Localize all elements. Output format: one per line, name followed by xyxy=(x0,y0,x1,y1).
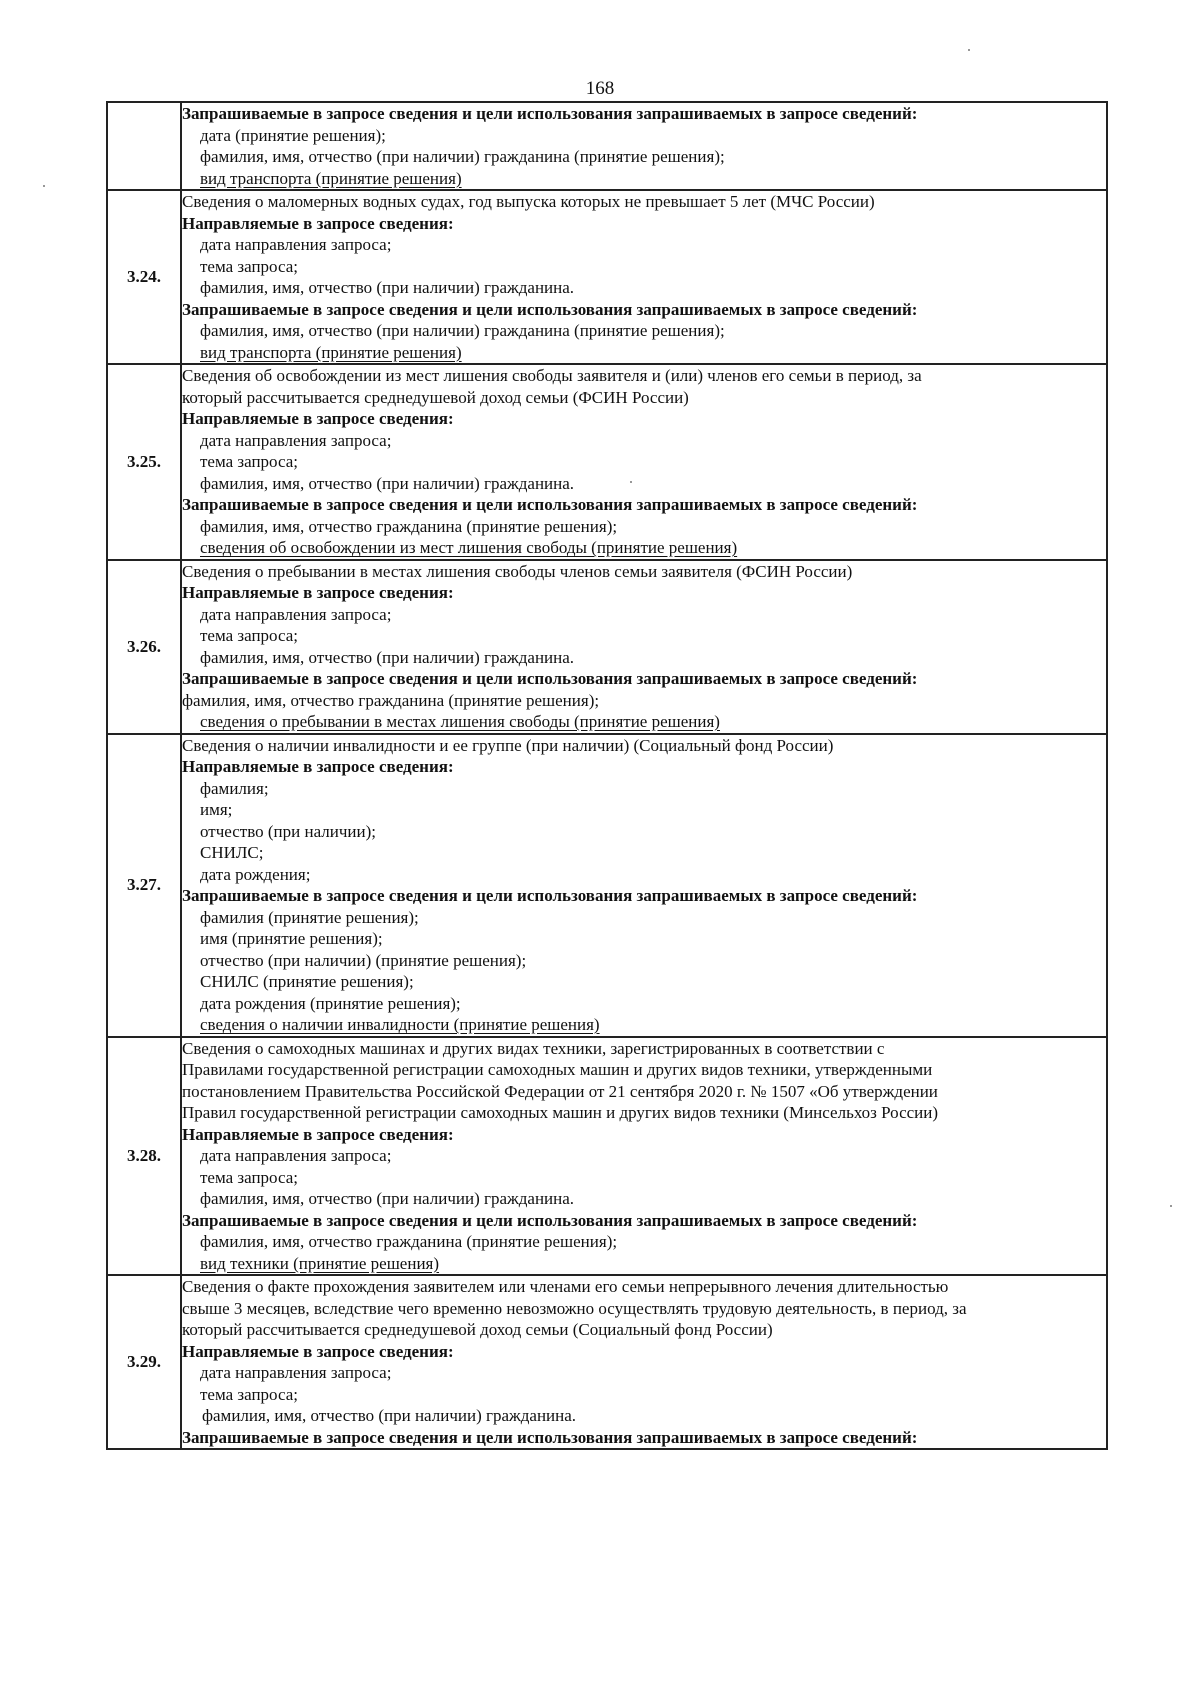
content-line: фамилия, имя, отчество (при наличии) гражданина (принятие решения); xyxy=(200,321,725,340)
scan-speck xyxy=(43,185,45,187)
content-line: вид транспорта (принятие решения) xyxy=(200,168,462,188)
item-content xyxy=(181,734,1107,1037)
section-heading: Запрашиваемые в запросе сведения и цели использования запрашиваемых в запросе сведений: xyxy=(182,669,918,688)
content-line: Сведения о маломерных водных судах, год выпуска которых не превышает 5 лет (МЧС России) xyxy=(182,192,875,211)
table-row xyxy=(107,364,1107,560)
content-line: сведения об освобождении из мест лишения свободы (принятие решения) xyxy=(200,538,738,557)
content-line: фамилия, имя, отчество гражданина (принятие решения); xyxy=(182,690,600,710)
content-line: фамилия, имя, отчество (при наличии) гражданина. xyxy=(200,473,575,493)
section-heading: Запрашиваемые в запросе сведения и цели использования запрашиваемых в запросе сведений: xyxy=(182,495,918,514)
content-line: сведения о наличии инвалидности (принятие решения) xyxy=(200,1015,600,1034)
section-heading: Направляемые в запросе сведения: xyxy=(182,1341,454,1361)
content-line: свыше 3 месяцев, вследствие чего временно невозможно осуществлять трудовую деятельность, в период, за xyxy=(182,1298,967,1318)
content-line: дата направления запроса; xyxy=(200,604,392,624)
item-content xyxy=(181,560,1107,734)
content-line: вид транспорта (принятие решения) xyxy=(200,342,462,362)
content-line: фамилия, имя, отчество (при наличии) гражданина. xyxy=(202,1406,577,1425)
content-line: Правил государственной регистрации самоходных машин и других видов техники (Минсельхоз России) xyxy=(182,1103,939,1122)
section-heading: Направляемые в запросе сведения: xyxy=(182,1124,454,1144)
content-line: Сведения об освобождении из мест лишения свободы заявителя и (или) членов его семьи в период, за xyxy=(182,366,922,385)
content-line: Правилами государственной регистрации самоходных машин и других видов техники, утвержденными xyxy=(182,1060,933,1079)
content-line: фамилия (принятие решения); xyxy=(200,907,419,927)
section-heading: Запрашиваемые в запросе сведения и цели использования запрашиваемых в запросе сведений: xyxy=(182,1427,918,1447)
content-line: вид техники (принятие решения) xyxy=(200,1253,440,1273)
item-content xyxy=(181,1037,1107,1276)
content-line: дата направления запроса; xyxy=(200,1146,392,1165)
section-heading: Направляемые в запросе сведения: xyxy=(182,409,454,428)
content-line: фамилия, имя, отчество (при наличии) гражданина. xyxy=(200,647,575,667)
section-heading: Направляемые в запросе сведения: xyxy=(182,213,454,233)
section-heading: Направляемые в запросе сведения: xyxy=(182,757,454,776)
section-heading: Запрашиваемые в запросе сведения и цели использования запрашиваемых в запросе сведений: xyxy=(182,1210,918,1230)
content-line: СНИЛС (принятие решения); xyxy=(200,972,414,991)
content-line: сведения о пребывании в местах лишения свободы (принятие решения) xyxy=(200,712,720,731)
content-line: СНИЛС; xyxy=(200,843,264,862)
content-line: Сведения о пребывании в местах лишения свободы членов семьи заявителя (ФСИН России) xyxy=(182,561,853,581)
content-line: тема запроса; xyxy=(200,626,298,645)
section-heading: Запрашиваемые в запросе сведения и цели использования запрашиваемых в запросе сведений: xyxy=(182,104,918,123)
item-number: 3.27. xyxy=(107,734,181,1037)
content-line: постановлением Правительства Российской Федерации от 21 сентября 2020 г. № 1507 «Об утверждении xyxy=(182,1081,938,1101)
content-line: дата направления запроса; xyxy=(200,430,392,450)
content-line: отчество (при наличии); xyxy=(200,821,376,841)
content-line: дата направления запроса; xyxy=(200,1363,392,1382)
table-row xyxy=(107,560,1107,734)
content-line: дата (принятие решения); xyxy=(200,125,386,145)
content-line: имя; xyxy=(200,800,233,819)
content-line: Сведения о наличии инвалидности и ее группе (при наличии) (Социальный фонд России) xyxy=(182,735,834,755)
table-row xyxy=(107,1275,1107,1449)
content-line: фамилия; xyxy=(200,778,269,798)
content-line: Сведения о самоходных машинах и других видах техники, зарегистрированных в соответствии с xyxy=(182,1038,885,1058)
section-heading: Запрашиваемые в запросе сведения и цели использования запрашиваемых в запросе сведений: xyxy=(182,299,918,319)
content-line: фамилия, имя, отчество (при наличии) гражданина (принятие решения); xyxy=(200,147,725,166)
item-content xyxy=(181,1275,1107,1449)
content-line: дата направления запроса; xyxy=(200,235,392,254)
item-content xyxy=(181,364,1107,560)
section-heading: Направляемые в запросе сведения: xyxy=(182,583,454,602)
item-number: 3.25. xyxy=(107,364,181,560)
table-body xyxy=(107,102,1107,1449)
content-line: фамилия, имя, отчество гражданина (принятие решения); xyxy=(200,1232,618,1251)
item-content xyxy=(181,190,1107,364)
item-content xyxy=(181,102,1107,190)
section-heading: Запрашиваемые в запросе сведения и цели использования запрашиваемых в запросе сведений: xyxy=(182,886,918,905)
item-number: 3.26. xyxy=(107,560,181,734)
content-line: который рассчитывается среднедушевой доход семьи (ФСИН России) xyxy=(182,387,689,407)
content-line: тема запроса; xyxy=(200,1384,298,1404)
scan-speck xyxy=(968,49,970,51)
table-row xyxy=(107,1037,1107,1276)
content-line: тема запроса; xyxy=(200,256,298,276)
content-line: тема запроса; xyxy=(200,1167,298,1187)
content-line: отчество (при наличии) (принятие решения); xyxy=(200,950,527,970)
item-number xyxy=(107,102,181,190)
content-line: дата рождения; xyxy=(200,864,311,884)
page-number: 168 xyxy=(585,78,615,99)
item-number: 3.29. xyxy=(107,1275,181,1449)
content-line: дата рождения (принятие решения); xyxy=(200,993,461,1013)
item-number: 3.24. xyxy=(107,190,181,364)
content-line: тема запроса; xyxy=(200,452,298,471)
content-line: который рассчитывается среднедушевой доход семьи (Социальный фонд России) xyxy=(182,1320,773,1339)
scan-speck xyxy=(630,481,632,483)
content-line: фамилия, имя, отчество (при наличии) гражданина. xyxy=(200,278,575,297)
content-line: имя (принятие решения); xyxy=(200,929,383,948)
item-number: 3.28. xyxy=(107,1037,181,1276)
scan-speck xyxy=(1170,1205,1172,1207)
table-row xyxy=(107,190,1107,364)
content-line: Сведения о факте прохождения заявителем или членами его семьи непрерывного лечения длительностью xyxy=(182,1277,949,1296)
content-line: фамилия, имя, отчество гражданина (принятие решения); xyxy=(200,516,618,536)
table-row xyxy=(107,102,1107,190)
requests-table xyxy=(106,101,1108,1450)
content-line: фамилия, имя, отчество (при наличии) гражданина. xyxy=(200,1189,575,1208)
table-row xyxy=(107,734,1107,1037)
